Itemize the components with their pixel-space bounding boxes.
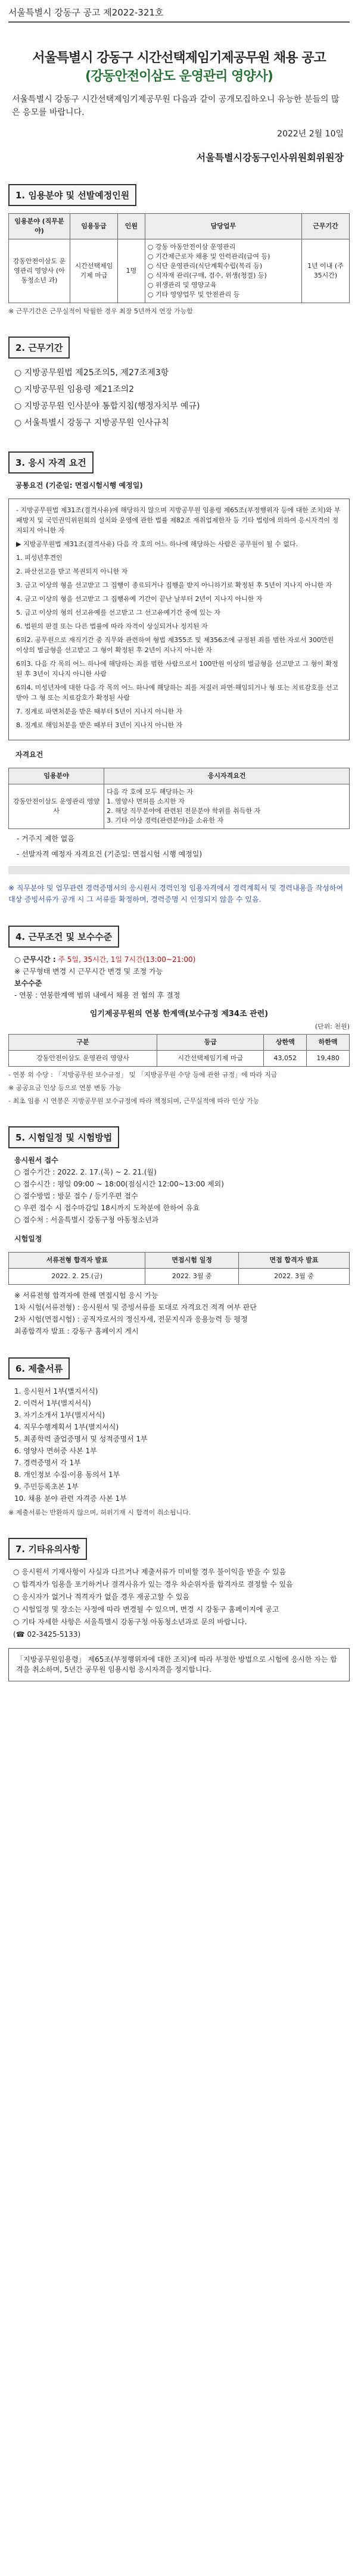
box-paragraph: 6의3. 다음 각 목의 어느 하나에 해당하는 죄를 범한 사람으로서 100만원 이상의 벌금형을 선고받고 그 형이 확정된 후 3년이 지나지 아니한 사람 (16, 660, 338, 678)
issuer: 서울특별시강동구인사위원회위원장 (196, 152, 344, 163)
list-item: ○ 지방공무원 임용령 제21조의2 (14, 381, 350, 398)
col-period: 근무기간 (301, 214, 349, 239)
box-paragraph: 2. 파산선고를 받고 복권되지 아니한 자 (16, 568, 128, 575)
list-item: ○ 합격자가 임용을 포기하거나 결격사유가 있는 경우 차순위자를 합격자로 결정할 수 있음 (13, 1580, 293, 1588)
common-requirement-label: 공통요건 (기준일: 면접시험시행 예정일) (15, 481, 143, 490)
list-item: ○ 지방공무원 인사분야 통합지침(행정자치부 예규) (14, 398, 350, 415)
list-item: ○ 접수기간 : 2022. 2. 17.(목) ~ 2. 21.(월) (14, 1168, 157, 1176)
list-item: 4. 직무수행계획서 1부(별지서식) (14, 1423, 119, 1431)
col-qual-reqs: 응시자격요건 (104, 768, 350, 784)
work-hours-value: 주 5일, 35시간, 1일 7시간(13:00~21:00) (58, 955, 196, 964)
residence-note: - 거주지 제한 없음 (17, 834, 74, 843)
cell-pay-max: 43,052 (264, 1051, 307, 1067)
pay-table-title: 임기제공무원의 연봉 한계액(보수규정 제34조 관련) (89, 1010, 269, 1018)
col-field: 임용분야 (직무분야) (9, 214, 70, 239)
pay-note: - 연봉 외 수당 : 「지방공무원 보수규정」 및 「지방공무원 수당 등에 관한 규정」에 따라 지급 (8, 1071, 278, 1079)
list-item: 8. 개인정보 수집·이용 동의서 1부 (14, 1471, 120, 1479)
disqualification-box (8, 499, 350, 740)
method-list (8, 1289, 350, 1337)
list-item: 최종합격자 발표 : 강동구 홈페이지 게시 (14, 1327, 139, 1335)
section-2-heading: 2. 근무기간 (8, 337, 70, 359)
notes-list (13, 1566, 350, 1641)
box-paragraph: - 지방공무원법 제31조(결격사유)에 해당하지 않으며 지방공무원 임용령 제65조(부정행위자 등에 대한 조치)와 부패방지 및 국민권익위원회의 설치와 운영에 관한 법률 제82조 재취업제한자 등 기타 법령에 의하여 응시자격이 정지되지 아니한 자 (16, 506, 341, 534)
box-paragraph: 6. 법원의 판결 또는 다른 법률에 따라 자격이 상실되거나 정지된 자 (16, 622, 208, 630)
table-row (9, 239, 350, 303)
page-title: 서울특별시 강동구 시간선택제임기제공무원 채용 공고 (32, 51, 326, 66)
col-grade: 임용등급 (70, 214, 117, 239)
title-block (18, 48, 340, 85)
cell-interview: 2022. 3월 중 (145, 1269, 239, 1285)
apply-list (8, 1166, 350, 1226)
documents-list (8, 1385, 350, 1505)
apply-label: 응시원서 접수 (14, 1156, 58, 1164)
cell-pay-category: 강동안전이삼도 운영관리 영양사 (9, 1051, 157, 1067)
cell-duties (145, 239, 301, 303)
box-paragraph: 4. 금고 이상의 형을 선고받고 그 집행유예 기간이 끝난 날부터 2년이 지나지 아니한 자 (16, 595, 263, 603)
col-duties: 담당업무 (145, 214, 301, 239)
cell-count: 1명 (118, 239, 145, 303)
duty-item: ○ 기간제근로자 채용 및 인력관리(급여 등) (147, 253, 270, 260)
pay-table (8, 1034, 350, 1067)
col-final-result: 면접 합격자 발표 (238, 1253, 349, 1269)
cell-pay-grade: 시간선택제임기제 마급 (157, 1051, 263, 1067)
box-paragraph: 8. 징계로 해임처분을 받은 때부터 3년이 지나지 아니한 자 (16, 721, 183, 729)
list-item: 1. 응시원서 1부(별지서식) (14, 1387, 98, 1396)
work-hours-label: 근무시간 : (23, 955, 56, 964)
pay-note: ※ 공공요금 인상 등으로 연봉 변동 가능 (8, 1084, 122, 1092)
col-interview: 면접시험 일정 (145, 1253, 239, 1269)
pay-table-unit: (단위: 천원) (315, 1023, 350, 1030)
announcement-date: 2022년 2월 10일 (277, 129, 344, 139)
list-item: 2차 시험(면접시험) : 공직자로서의 정신자세, 전문지식과 응용능력 등 평정 (14, 1315, 248, 1323)
criteria-date-note: - 선발자격 예정자 자격요건 (기준일: 면접시험 시행 예정일) (17, 850, 203, 858)
duty-item: ○ 기타 영양업무 및 안전관리 등 (147, 291, 240, 298)
list-item: 6. 영양사 면허증 사본 1부 (14, 1447, 97, 1455)
col-qual-field: 임용분야 (9, 768, 104, 784)
list-item: 3. 자기소개서 1부(별지서식) (14, 1411, 105, 1419)
section-6-heading: 6. 제출서류 (8, 1357, 70, 1379)
list-item: ○ 시험일정 및 장소는 사정에 따라 변경될 수 있으며, 변경 시 강동구 홈페이지에 공고 (13, 1605, 279, 1613)
col-count: 인원 (118, 214, 145, 239)
list-item: ○ 접수시간 : 평일 09:00 ~ 18:00(점심시간 12:00~13:00 제외) (14, 1180, 224, 1188)
list-item: (☎ 02-3425-5133) (13, 1630, 81, 1639)
qualification-table (8, 768, 350, 829)
cell-final-result: 2022. 3월 중 (238, 1269, 349, 1285)
list-item: 7. 경력증명서 각 1부 (14, 1459, 81, 1467)
list-item: ※ 서류전형 합격자에 한해 면접시험 응시 가능 (14, 1291, 158, 1300)
section-1-note: ※ 근무기간은 근무실적이 탁월한 경우 최장 5년까지 연장 가능함 (8, 307, 193, 315)
cell-pay-min: 19,480 (307, 1051, 350, 1067)
page-subtitle: (강동안전이삼도 운영관리 영양사) (85, 69, 273, 84)
col-pay-max: 상한액 (264, 1035, 307, 1051)
col-pay-min: 하한액 (307, 1035, 350, 1051)
col-pay-grade: 등급 (157, 1035, 263, 1051)
duty-item: ○ 식단 운영관리(식단계획수립(복리 등) (147, 262, 263, 270)
pay-label: 보수수준 (14, 979, 42, 988)
work-hours-note: ※ 근무형태 변경 시 근무시간 변경 및 조정 가능 (14, 967, 163, 976)
list-item: ○ 응시자가 없거나 적격자가 없을 경우 재공고할 수 있음 (13, 1593, 190, 1601)
list-item: ○ 서울특별시 강동구 지방공무원 인사규칙 (14, 415, 350, 431)
cell-qual-reqs (104, 784, 350, 829)
legal-basis-list (14, 365, 350, 431)
list-item: ○ 접수처 : 서울특별시 강동구청 아동청소년과 (14, 1216, 159, 1224)
section-6 (8, 1357, 350, 1518)
list-item: ○ 접수방법 : 방문 접수 / 등기우편 접수 (14, 1192, 138, 1200)
req-item: 3. 기타 이상 경력(관련분야)을 소유한 자 (107, 817, 224, 824)
penalty-box: 「지방공무원임용령」 제65조(부정행위자에 대한 조치)에 따라 부정한 방법으로 시험에 응시한 자는 합격을 취소하며, 5년간 공무원 임용시험 응시자격을 정지합니다. (8, 1648, 350, 1681)
col-pay-category: 구분 (9, 1035, 157, 1051)
cell-period: 1년 이내 (주 35시간) (301, 239, 349, 303)
list-item: 10. 채용 분야 관련 자격증 사본 1부 (14, 1494, 127, 1503)
list-item: 9. 주민등록초본 1부 (14, 1482, 79, 1491)
box-paragraph: 1. 피성년후견인 (16, 554, 63, 562)
section-5 (8, 1126, 350, 1337)
position-table (8, 213, 350, 303)
schedule-table (8, 1252, 350, 1285)
section-7 (8, 1538, 350, 1681)
section-4 (8, 926, 350, 1106)
table-row (9, 1051, 350, 1067)
section-1 (8, 184, 350, 316)
duty-item: ○ 강동 아동안전이삼 운영관리 (147, 243, 236, 251)
list-item: ○ 지방공무원법 제25조의5, 제27조제3항 (14, 365, 350, 381)
documents-note: ※ 제출서류는 반환하지 않으며, 허위기재 시 합격이 취소됩니다. (8, 1509, 191, 1516)
box-paragraph: 6의4. 미성년자에 대한 다음 각 목의 어느 하나에 해당하는 죄를 저질러 파면·해임되거나 형 또는 치료감호를 선고받아 그 형 또는 치료감호가 확정된 사람 (16, 684, 338, 702)
section-4-heading: 4. 근무조건 및 보수수준 (8, 926, 119, 948)
section-5-heading: 5. 시험일정 및 시험방법 (8, 1126, 119, 1148)
req-item: 1. 영양사 면허를 소지한 자 (107, 798, 185, 805)
list-item: ○ 응시원서 기재사항이 사실과 다르거나 제출서류가 미비할 경우 불이익을 받을 수 있음 (13, 1568, 287, 1576)
qualification-label: 자격요건 (15, 750, 43, 759)
list-item: ○ 기타 자세한 사항은 서울특별시 강동구청 아동청소년과로 문의 바랍니다. (13, 1618, 247, 1626)
box-paragraph: ▶ 지방공무원법 제31조(결격사유) 다음 각 호의 어느 하나에 해당하는 사람은 공무원이 될 수 없다. (16, 540, 298, 548)
pay-description: - 연봉 : 연봉한계액 범위 내에서 채용 전 협의 후 결정 (14, 991, 180, 999)
work-hours: ○ 근무시간 : 주 5일, 35시간, 1일 7시간(13:00~21:00) (14, 955, 196, 964)
section-3-heading: 3. 응시 자격 요건 (8, 451, 94, 474)
top-divider (8, 21, 350, 23)
table-row (9, 1269, 350, 1285)
cell-field: 강동안전이삼도 운영관리 영양사 (아동청소년 과) (9, 239, 70, 303)
col-doc-result: 서류전형 합격자 발표 (9, 1253, 145, 1269)
section-3 (8, 451, 350, 874)
req-item: 2. 해당 직무분야에 관련된 전문분야 학위를 취득한 자 (107, 807, 261, 815)
cell-doc-result: 2022. 2. 25.(금) (9, 1269, 145, 1285)
duty-item: ○ 위생관리 및 영양교육 (147, 281, 217, 289)
pay-note: - 최초 임용 시 연봉은 지방공무원 보수규정에 따라 책정되며, 근무실적에 따라 인상 가능 (8, 1097, 260, 1105)
duty-item: ○ 식자재 관리(구매, 검수, 위생(청결) 등) (147, 272, 267, 279)
table-row (9, 784, 350, 829)
list-item: 2. 이력서 1부(별지서식) (14, 1399, 91, 1407)
section-7-heading: 7. 기타유의사항 (8, 1538, 87, 1560)
gray-divider (8, 866, 350, 874)
section-2 (8, 337, 350, 431)
list-item: 1차 시험(서류전형) : 응시원서 및 증빙서류를 토대로 자격요건 적격 여부 판단 (14, 1303, 257, 1312)
lead-paragraph: 서울특별시 강동구 시간선택제임기제공무원 다음과 같이 공개모집하오니 유능한 분들의 많은 응모를 바랍니다. (12, 95, 340, 117)
announcement-number: 서울특별시 강동구 공고 제2022-321호 (8, 7, 164, 18)
section-1-heading: 1. 임용분야 및 선발예정인원 (8, 184, 136, 206)
list-item: ○ 우편 접수 시 접수마감일 18시까지 도착분에 한하여 유효 (14, 1204, 200, 1212)
req-item: 다음 각 호에 모두 해당하는 자 (107, 788, 194, 796)
box-paragraph: 6의2. 공무원으로 재직기간 중 직무와 관련하여 형법 제355조 및 제356조에 규정된 죄를 범한 자로서 300만원 이상의 벌금형을 선고받고 그 형이 확정된 후 2년이 지나지 아니한 자 (16, 636, 334, 654)
warning-note: ※ 직무분야 및 업무관련 경력증명서의 응시원서 경력인정 임용자격에서 경력계획서 및 경력내용을 작성하여 대상 증빙서류가 공개 시 그 서류를 확정하며, 경력증명 시 인정되지 않을 수 있음. (8, 884, 344, 904)
box-paragraph: 3. 금고 이상의 형을 선고받고 그 집행이 종료되거나 집행을 받지 아니하기로 확정된 후 5년이 지나지 아니한 자 (16, 581, 332, 589)
box-paragraph: 5. 금고 이상의 형의 선고유예를 선고받고 그 선고유예기간 중에 있는 자 (16, 609, 220, 616)
cell-grade: 시간선택제임기제 마급 (70, 239, 117, 303)
box-paragraph: 7. 징계로 파면처분을 받은 때부터 5년이 지나지 아니한 자 (16, 708, 183, 715)
cell-qual-field: 강동안전이삼도 운영관리 영양사 (9, 784, 104, 829)
list-item: 5. 최종학력 졸업증명서 및 성적증명서 1부 (14, 1435, 148, 1443)
schedule-label: 시험일정 (14, 1235, 42, 1243)
